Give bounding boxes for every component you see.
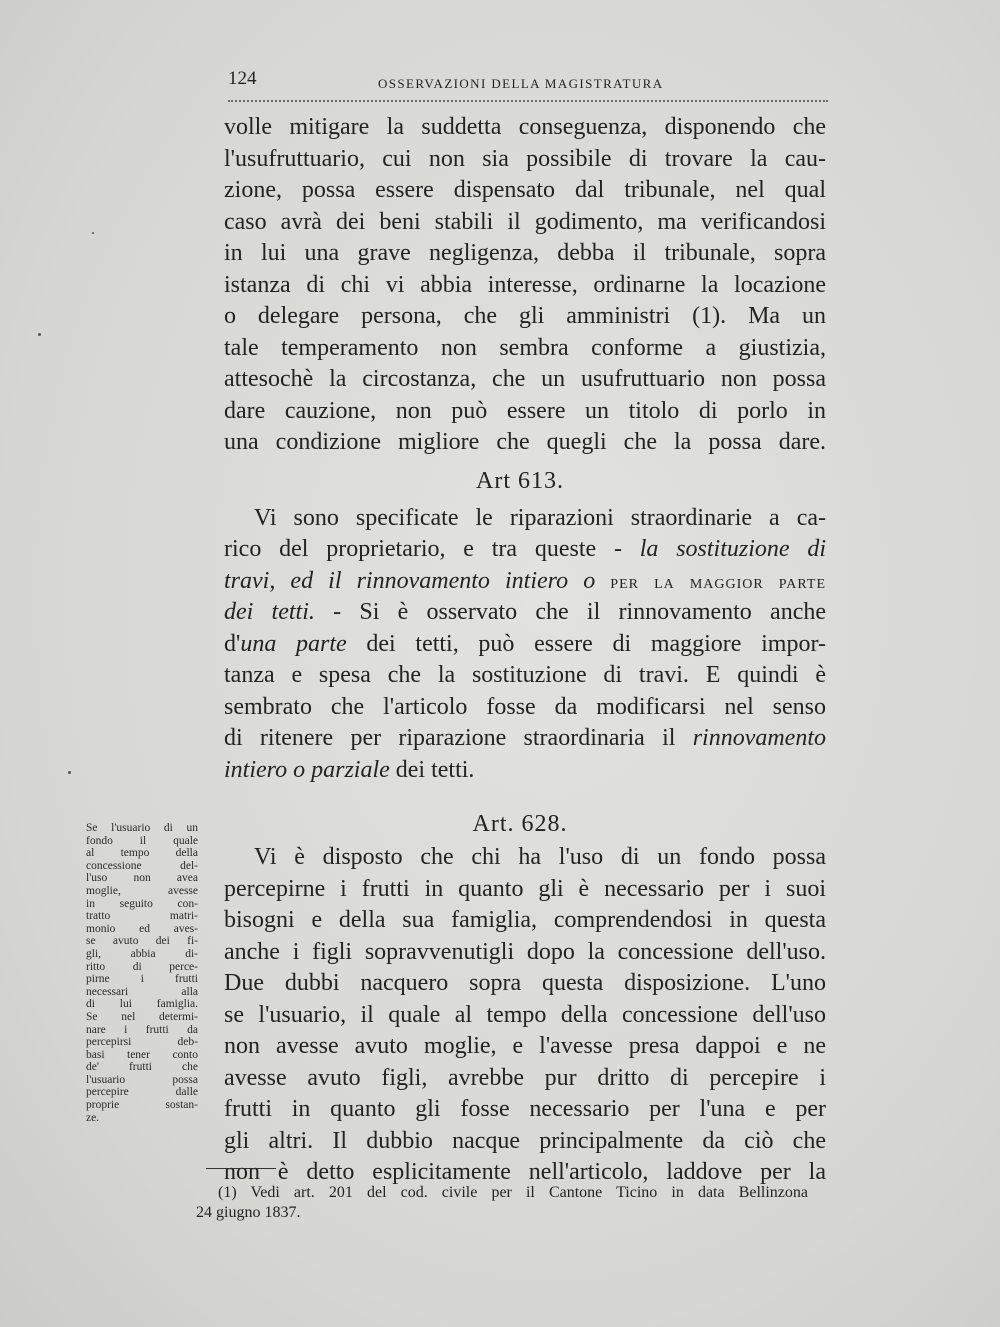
text-line: anche i figli sopravvenutigli dopo la concessione dell'uso.	[224, 938, 826, 965]
italic-run: rinnovamento	[692, 725, 826, 751]
article-heading-613: Art 613.	[476, 467, 564, 494]
header-rule	[228, 100, 828, 102]
italic-run: intiero o parziale	[224, 756, 390, 783]
margin-note-line: tratto matri-	[86, 910, 198, 923]
ink-speck	[38, 333, 41, 336]
text-line: non è detto esplicitamente nell'articolo, laddove per la	[224, 1159, 826, 1185]
margin-note-line: concessione del-	[86, 859, 198, 872]
margin-note-line: l'usuario possa	[86, 1073, 198, 1086]
text-line: attesochè la circostanza, che un usufruttuario non possa	[224, 366, 826, 392]
italic-run: dei tetti.	[224, 599, 315, 625]
margin-note-line: al tempo della	[86, 847, 198, 860]
italic-run: travi, ed il rinnovamento intiero	[224, 567, 569, 594]
text-line: caso avrà dei beni stabili il godimento, ma verificandosi	[224, 208, 826, 235]
ink-speck	[92, 232, 94, 234]
margin-note-line: de' frutti che	[86, 1061, 198, 1074]
margin-note-line: percepire dalle	[86, 1086, 198, 1099]
margin-note-line: gli, abbia di-	[86, 947, 198, 960]
text-line: bisogni e della sua famiglia, comprendendosi in questa	[224, 907, 826, 933]
text-line: Vi sono specificate le riparazioni straordinarie a ca-	[254, 504, 826, 531]
text-line: in lui una grave negligenza, debba il tribunale, sopra	[224, 240, 826, 266]
margin-note-line: necessari alla	[86, 985, 198, 998]
text-line: dare cauzione, non può essere un titolo di porlo in	[224, 397, 826, 424]
text-line: Vi è disposto che chi ha l'uso di un fondo possa	[254, 844, 826, 870]
text-run: rico del proprietario, e tra queste -	[224, 536, 640, 562]
text-line: sembrato che l'articolo fosse da modificarsi nel senso	[224, 693, 826, 720]
text-line	[214, 597, 826, 629]
margin-note-line: in seguito con-	[86, 897, 198, 910]
margin-note-line: ritto di perce-	[86, 960, 198, 973]
text-line: percepirne i frutti in quanto gli è necessario per i suoi	[224, 875, 826, 902]
margin-note-line: percepirsi deb-	[86, 1036, 198, 1049]
margin-note-line: Se nel determi-	[86, 1010, 198, 1023]
article-heading-628: Art. 628.	[472, 811, 568, 837]
italic-run: una parte	[240, 630, 347, 657]
page-number: 124	[228, 68, 257, 89]
margin-note-line: fondo il quale	[86, 834, 198, 847]
running-title: OSSERVAZIONI DELLA MAGISTRATURA	[378, 76, 664, 91]
margin-note-line: nare i frutti da	[86, 1023, 198, 1036]
margin-note-line: monio ed aves-	[86, 922, 198, 935]
footnote-rule	[206, 1168, 276, 1169]
text-run: d'	[224, 630, 241, 657]
text-line: tanza e spesa che la sostituzione di travi. E quindi è	[224, 662, 826, 688]
text-run: dei tetti, può essere di maggiore impor-	[346, 630, 826, 657]
footnote-line: 24 giugno 1837.	[196, 1204, 301, 1221]
margin-note-line: di lui famiglia.	[86, 998, 198, 1011]
text-line: zione, possa essere dispensato dal tribunale, nel qual	[224, 177, 826, 203]
margin-note-line: proprie sostan-	[86, 1099, 198, 1112]
text-run: di ritenere per riparazione straordinaria il	[224, 725, 693, 751]
text-line	[214, 755, 826, 787]
footnote-line: (1) Vedi art. 201 del cod. civile per il Cantone Ticino in data Bellinzona	[218, 1184, 808, 1201]
ink-speck	[68, 771, 71, 774]
margin-note-line: ze.	[86, 1111, 100, 1124]
margin-note-line: moglie, avesse	[86, 884, 198, 897]
text-line: avesse avuto figli, avrebbe pur dritto di percepire i	[224, 1064, 826, 1091]
margin-note-line: l'uso non avea	[86, 872, 198, 885]
text-line	[214, 534, 826, 566]
italic-run: o	[568, 567, 611, 594]
text-line: se l'usuario, il quale al tempo della concessione dell'uso	[224, 1001, 826, 1028]
italic-run: la sostituzione di	[639, 536, 826, 562]
margin-note-line: pirne i frutti	[86, 973, 198, 986]
margin-note-line: Se l'usuario di un	[86, 822, 198, 834]
text-line: istanza di chi vi abbia interesse, ordinarne la locazione	[224, 271, 826, 298]
text-line	[214, 629, 826, 661]
text-line: gli altri. Il dubbio nacque principalmente da ciò che	[224, 1127, 826, 1154]
text-line: non avesse avuto moglie, e l'avesse presa dappoi e ne	[224, 1033, 826, 1059]
text-run: - Si è osservato che il rinnovamento anche	[314, 599, 826, 625]
main-text	[214, 112, 826, 1189]
text-line: tale temperamento non sembra conforme a giustizia,	[224, 334, 826, 361]
text-line: una condizione migliore che quegli che la possa dare.	[224, 429, 826, 455]
text-line: Due dubbi nacquero sopra questa disposizione. L'uno	[224, 970, 826, 996]
text-line	[214, 723, 826, 755]
margin-note-line: se avuto dei fi-	[86, 935, 198, 948]
page-header	[228, 66, 824, 96]
small-caps-run: per la maggior parte	[610, 570, 827, 593]
text-run: dei tetti.	[389, 756, 475, 783]
text-line	[214, 566, 826, 598]
footnote	[196, 1183, 808, 1223]
text-line: volle mitigare la suddetta conseguenza, disponendo che	[224, 114, 826, 140]
margin-note	[86, 822, 198, 1124]
margin-note-line: basi tener conto	[86, 1048, 198, 1061]
text-line: l'usufruttuario, cui non sia possibile di trovare la cau-	[224, 145, 826, 172]
text-line: o delegare persona, che gli amministri (1). Ma un	[224, 303, 826, 329]
text-line: frutti in quanto gli fosse necessario per l'una e per	[224, 1096, 826, 1122]
